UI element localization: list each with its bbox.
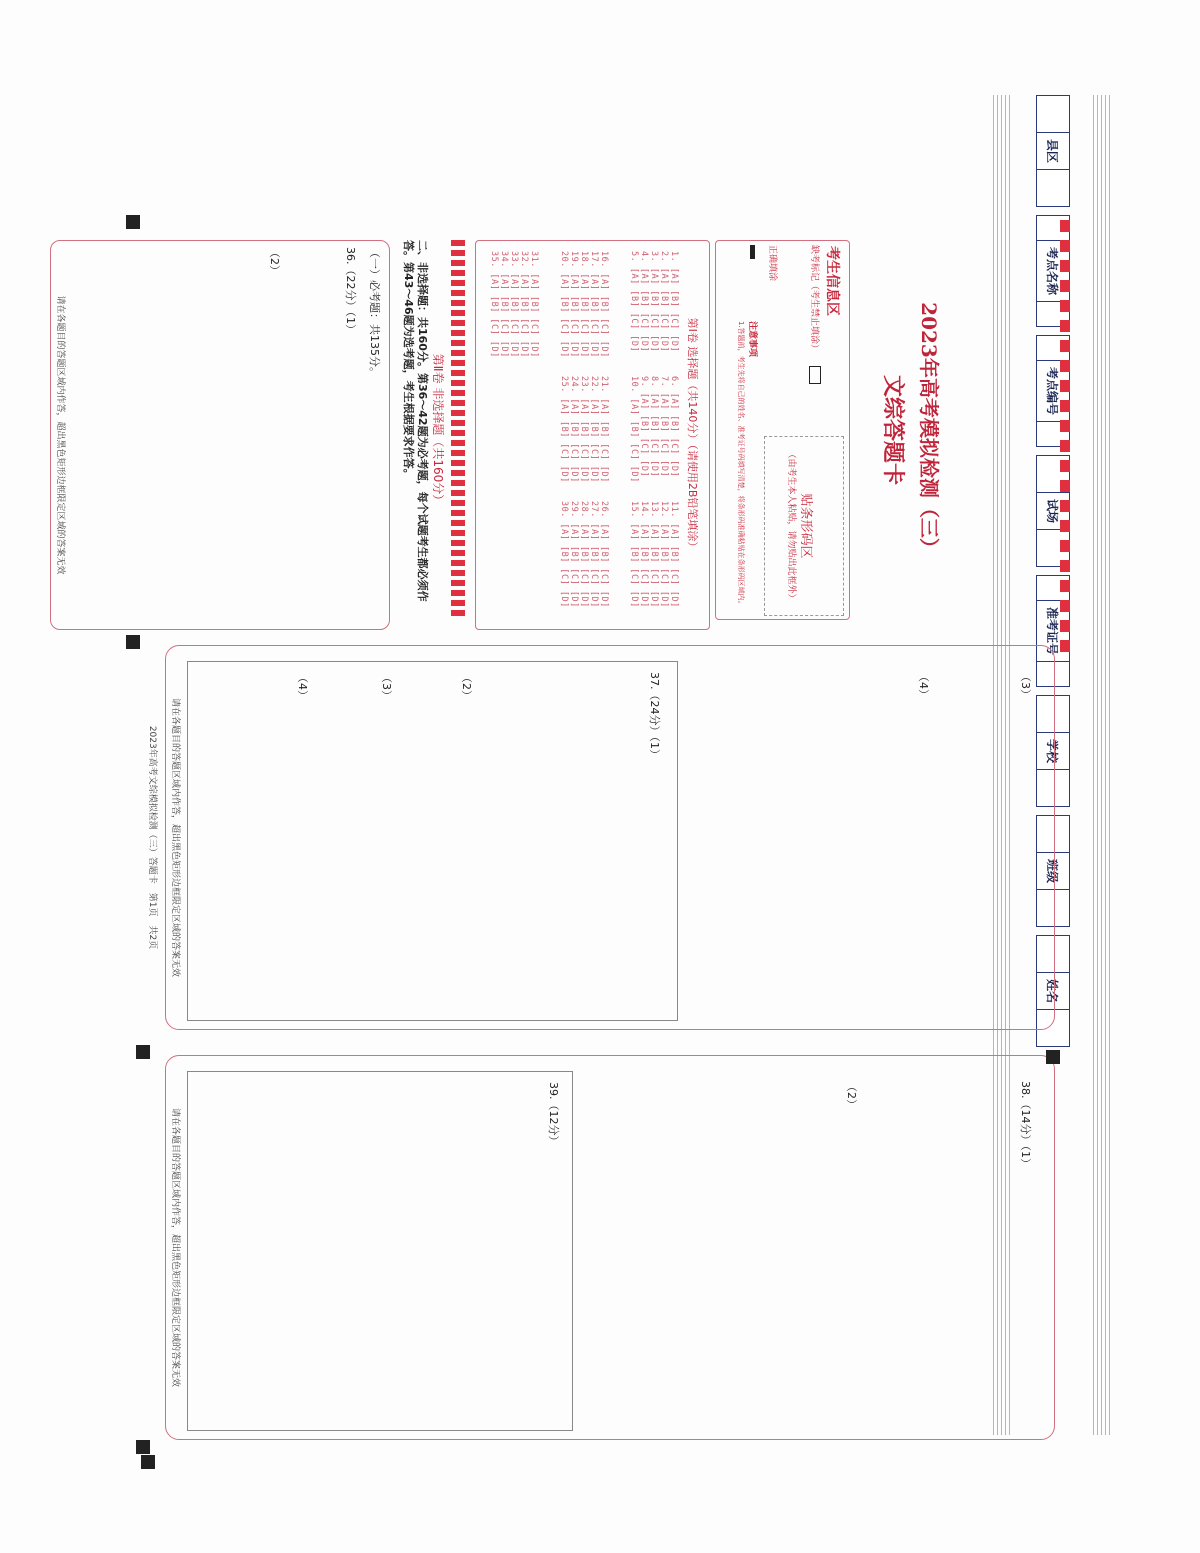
field-admission-no[interactable]: 准考证号 [1036,575,1070,687]
red-dash-bar [1060,220,1070,660]
q37-part2: （2） [460,672,473,701]
choice-row[interactable]: 35. [A] [B] [C] [D] [489,251,499,358]
choice-row[interactable]: 8. [A] [B] [C] [D] [649,376,659,478]
choice-row[interactable]: 24. [A] [B] [C] [D] [569,376,579,483]
section1-title: 第Ⅰ卷 选择题（共140分）（请使用2B铅笔填涂） [686,317,699,553]
choice-group-1 [629,251,679,352]
q36-part3: （3） [1019,671,1032,700]
field-class[interactable]: 班级 [1036,815,1070,927]
position-mark [1046,1050,1060,1064]
answer-warning-right: 请在各题目的答题区域内作答，超出黑色矩形边框限定区域的答案无效 [170,1107,180,1387]
position-mark [136,1440,150,1454]
correct-fill [750,245,779,315]
choice-group-5 [559,376,609,483]
choice-row[interactable]: 2. [A] [B] [C] [D] [659,251,669,353]
section2-intro: 二、非选择题：共160分。第36～42题为必考题，每个试题考生都必须作答。第43～46题为选考题，考生根据要求作答。 [402,240,429,602]
choice-row[interactable]: 33. [A] [B] [C] [D] [509,251,519,358]
correct-fill-label: 正确填涂 [767,245,777,282]
position-mark [126,635,140,649]
page-footer: 2023年高考文综模拟检测（三）答题卡 第1页 共2页 [147,725,157,950]
q38-part2: （2） [845,1081,858,1110]
field-name[interactable]: 姓名 [1036,935,1070,1047]
choice-row[interactable]: 15. [A] [B] [C] [D] [629,501,639,608]
section2-title: 第Ⅱ卷 非选择题（共160分） [431,353,445,507]
barcode-area [764,436,844,616]
q37-part3: （3） [380,672,393,701]
choice-row[interactable]: 17. [A] [B] [C] [D] [589,251,599,358]
barcode-title: 贴条形码区 [798,493,813,559]
info-area [715,240,850,620]
note-1: 1.答题前，考生先将自己的姓名、准考证号码填写清楚，将条形码准确粘贴在条形码区域内。 [737,321,745,608]
notes-label: 注意事项 [747,321,757,358]
choice-row[interactable]: 4. [A] [B] [C] [D] [639,251,649,353]
missing-mark-label: 缺考标记（考生禁止填涂） [809,245,819,354]
choice-row[interactable]: 30. [A] [B] [C] [D] [559,501,569,608]
q36-part2: （2） [268,247,281,276]
choice-row[interactable]: 19. [A] [B] [C] [D] [569,251,579,358]
position-mark [141,1455,155,1469]
choice-group-4 [559,251,609,358]
section1 [475,240,710,630]
q36-label: 36.（22分）（1） [344,247,357,335]
position-mark [126,215,140,229]
choice-row[interactable]: 28. [A] [B] [C] [D] [579,501,589,608]
answer-warning-mid: 请在各题目的答题区域内作答，超出黑色矩形边框限定区域的答案无效 [170,697,180,977]
choice-row[interactable]: 18. [A] [B] [C] [D] [579,251,589,358]
choice-row[interactable]: 27. [A] [B] [C] [D] [589,501,599,608]
field-site-name[interactable]: 考点名称 [1036,215,1070,327]
missing-mark-box[interactable] [809,366,821,384]
section2-required: （一）必考题：共135分。 [368,247,381,378]
choice-group-7 [489,251,539,358]
choice-row[interactable]: 5. [A] [B] [C] [D] [629,251,639,353]
choice-row[interactable]: 23. [A] [B] [C] [D] [579,376,589,483]
missing-mark-row [804,241,849,361]
q36-continued[interactable] [677,661,1042,1021]
choice-row[interactable]: 7. [A] [B] [C] [D] [659,376,669,478]
correct-fill-sample [750,245,755,259]
q39-box[interactable] [187,1071,572,1431]
choice-row[interactable]: 14. [A] [B] [C] [D] [639,501,649,608]
page-subtitle: 文综答题卡 [880,374,906,485]
choice-row[interactable]: 10. [A] [B] [C] [D] [629,376,639,483]
choice-row[interactable]: 34. [A] [B] [C] [D] [499,251,509,358]
q38-box[interactable] [572,1071,1042,1431]
q37-part4: （4） [296,672,309,701]
choice-row[interactable]: 25. [A] [B] [C] [D] [559,376,569,483]
choice-row[interactable]: 9. [A] [B] [C] [D] [639,376,649,478]
choice-row[interactable]: 13. [A] [B] [C] [D] [649,501,659,608]
choice-row[interactable]: 29. [A] [B] [C] [D] [569,501,579,608]
choice-group-6 [559,501,609,608]
choice-grid [479,251,679,621]
choice-row[interactable]: 16. [A] [B] [C] [D] [599,251,609,358]
field-school[interactable]: 学校 [1036,695,1070,807]
choice-row[interactable]: 32. [A] [B] [C] [D] [519,251,529,358]
notes [736,321,759,611]
q37-box[interactable] [187,661,677,1021]
info-title: 考生信息区 [824,246,840,316]
choice-row[interactable]: 31. [A] [B] [C] [D] [529,251,539,358]
field-site-number[interactable]: 考点编号 [1036,335,1070,447]
page-title: 2023年高考模拟检测（三） [917,302,941,558]
choice-row[interactable]: 6. [A] [B] [C] [D] [669,376,679,478]
middle-column [165,645,1055,1030]
answer-warning: 请在各题目的答题区域内作答，超出黑色矩形边框限定区域的答案无效 [55,295,65,575]
choice-group-2 [629,376,679,483]
red-dash-strip [451,240,465,620]
choice-row[interactable]: 1. [A] [B] [C] [D] [669,251,679,353]
choice-row[interactable]: 12. [A] [B] [C] [D] [659,501,669,608]
right-column [165,1055,1055,1440]
choice-row[interactable]: 26. [A] [B] [C] [D] [599,501,609,608]
choice-row[interactable]: 11. [A] [B] [C] [D] [669,501,679,608]
choice-row[interactable]: 21. [A] [B] [C] [D] [599,376,609,483]
q37-label: 37.（24分）（1） [648,672,661,760]
q38-label: 38.（14分）（1） [1019,1081,1032,1169]
barcode-note: （由考生本人粘贴，请勿贴出此框外） [786,449,796,603]
q36-box[interactable] [50,240,390,630]
choice-row[interactable]: 3. [A] [B] [C] [D] [649,251,659,353]
choice-group-3 [629,501,679,608]
choice-row[interactable]: 20. [A] [B] [C] [D] [559,251,569,358]
position-mark [136,1045,150,1059]
q36-part4: （4） [917,671,930,700]
field-county[interactable]: 县区 [1036,95,1070,207]
field-exam-room[interactable]: 试场 [1036,455,1070,567]
choice-row[interactable]: 22. [A] [B] [C] [D] [589,376,599,483]
section2-header [395,240,465,630]
q39-label: 39.（12分） [547,1082,560,1147]
